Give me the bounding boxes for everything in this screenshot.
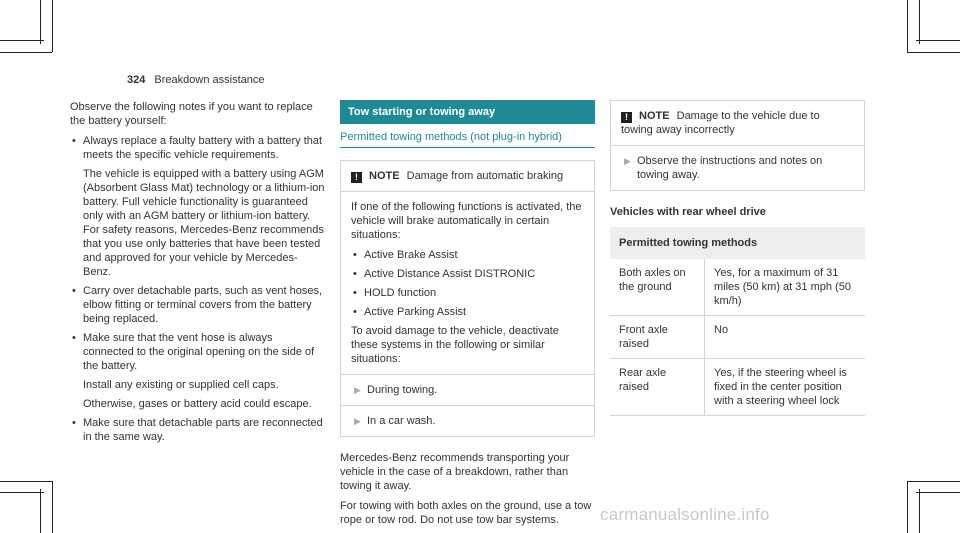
warning-icon: !	[621, 112, 632, 123]
table-cell-value: Yes, for a maximum of 31 miles (50 km) at 31 mph (50 km/h)	[705, 259, 866, 316]
battery-notes-list	[70, 134, 325, 444]
column-middle	[340, 100, 595, 533]
list-item: • Make sure that the vent hose is always connected to the original opening on the side of the battery. Install any existing or supplied cell caps. Otherwise, gases or battery acid could escape.	[70, 331, 325, 411]
instruction-step: ▶ Observe the instructions and notes on towing away.	[624, 155, 823, 181]
list-item-detail: Install any existing or supplied cell caps.	[83, 379, 279, 391]
arrow-right-icon: ▶	[624, 156, 631, 166]
section-banner: Tow starting or towing away	[340, 100, 595, 124]
crop-mark	[919, 489, 920, 533]
crop-mark	[40, 489, 41, 533]
note-header	[351, 169, 584, 183]
divider	[341, 374, 594, 375]
crop-mark	[40, 0, 41, 44]
warning-icon: !	[351, 172, 362, 183]
list-item: • HOLD function	[351, 286, 584, 300]
note-box	[610, 100, 865, 191]
arrow-right-icon: ▶	[354, 385, 361, 395]
table-row	[610, 259, 865, 316]
watermark: carmanualsonline.info	[600, 505, 770, 524]
crop-mark	[0, 40, 44, 41]
note-heading: Damage to the vehicle due to towing away incorrectly	[621, 110, 820, 136]
body-paragraph: For towing with both axles on the ground, use a tow rope or tow rod. Do not use tow bar systems.	[340, 500, 592, 526]
list-item: • Make sure that detachable parts are reconnected in the same way.	[70, 416, 325, 444]
subsection-heading: Permitted towing methods (not plug-in hybrid)	[340, 130, 595, 148]
list-item: • Active Brake Assist	[351, 248, 584, 262]
table-header: Permitted towing methods	[610, 227, 865, 259]
crop-mark	[0, 52, 52, 53]
divider	[341, 191, 594, 192]
table-cell-label: Both axles on the ground	[610, 259, 705, 316]
crop-mark	[907, 481, 908, 533]
page-header	[127, 74, 264, 86]
divider	[341, 405, 594, 406]
divider	[611, 145, 864, 146]
column-right	[610, 100, 865, 416]
note-intro: If one of the following functions is activated, the vehicle will brake automatically in certain situations:	[351, 201, 582, 241]
list-item: • Carry over detachable parts, such as vent hoses, elbow fitting or terminal covers from the battery being replaced.	[70, 284, 325, 326]
table-cell-value: Yes, if the steering wheel is fixed in the center position with a steering wheel lock	[705, 359, 866, 416]
page-number: 324	[127, 74, 146, 86]
column-left	[70, 100, 325, 449]
crop-mark	[907, 0, 908, 52]
section-heading: Vehicles with rear wheel drive	[610, 206, 766, 218]
note-heading: Damage from automatic braking	[406, 170, 564, 182]
crop-mark	[919, 0, 920, 44]
crop-mark	[52, 481, 53, 533]
note-label: NOTE	[369, 170, 400, 182]
note-box	[340, 160, 595, 437]
note-label: NOTE	[639, 110, 670, 122]
section-title: Breakdown assistance	[154, 74, 265, 86]
table-cell-label: Rear axle raised	[610, 359, 705, 416]
towing-methods-table	[610, 227, 865, 416]
table-cell-value: No	[705, 316, 866, 359]
table-cell-label: Front axle raised	[610, 316, 705, 359]
crop-mark	[0, 492, 44, 493]
arrow-right-icon: ▶	[354, 416, 361, 426]
list-item: • Always replace a faulty battery with a battery that meets the specific vehicle requirements. The vehicle is equipped with a battery using AGM (Absorbent Glass Mat) technology or a lithium-ion battery. Full vehicle functionality is guaranteed only with an AGM battery or lithium-ion battery. For safety reasons, Mercedes-Benz recommends that you use only batteries that have been tested and approved for your vehicle by Mercedes-Benz.	[70, 134, 325, 279]
crop-mark	[0, 481, 52, 482]
function-list	[351, 248, 584, 319]
crop-mark	[916, 40, 960, 41]
table-row	[610, 359, 865, 416]
list-item: • Active Distance Assist DISTRONIC	[351, 267, 584, 281]
note-avoid-text: To avoid damage to the vehicle, deactivate these systems in the following or similar situations:	[351, 325, 559, 365]
crop-mark	[916, 492, 960, 493]
body-paragraph: Mercedes-Benz recommends transporting your vehicle in the case of a breakdown, rather than towing it away.	[340, 452, 570, 492]
table-row	[610, 316, 865, 359]
instruction-step: ▶ During towing.	[354, 384, 438, 396]
intro-text: Observe the following notes if you want to replace the battery yourself:	[70, 101, 313, 127]
crop-mark	[907, 52, 960, 53]
instruction-step: ▶ In a car wash.	[354, 415, 436, 427]
list-item: • Active Parking Assist	[351, 305, 584, 319]
note-header	[621, 109, 854, 137]
list-item-detail: The vehicle is equipped with a battery using AGM (Absorbent Glass Mat) technology or a lithium-ion battery. Full vehicle functionality is guaranteed only with an AGM battery or lithium-ion battery. For safety reasons, Mercedes-Benz recommends that you use only batteries that have been tested and approved for your vehicle by Mercedes-Benz.	[83, 168, 325, 278]
list-item-detail: Otherwise, gases or battery acid could escape.	[83, 398, 312, 410]
crop-mark	[907, 481, 960, 482]
crop-mark	[52, 0, 53, 52]
